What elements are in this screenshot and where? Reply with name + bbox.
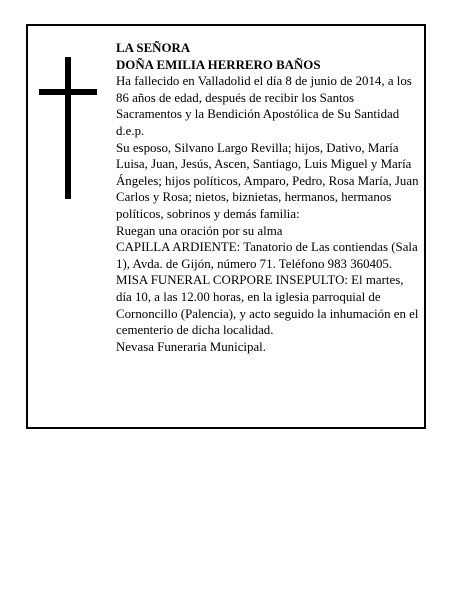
funeral-info: MISA FUNERAL CORPORE INSEPULTO: El martes, día 10, a las 12.00 horas, en la iglesia parroquial de Cornoncillo (Palencia), y acto seguido la inhumación en el cementerio de dicha localidad. <box>116 273 419 338</box>
cross-icon <box>39 57 97 199</box>
notice-text <box>116 40 422 355</box>
cross-vertical-bar <box>65 57 71 199</box>
funeral-home: Nevasa Funeraria Municipal. <box>116 339 266 354</box>
family-list: Su esposo, Silvano Largo Revilla; hijos, Dativo, María Luisa, Juan, Jesús, Ascen, Santiago, Luis Miguel y María Ángeles; hijos políticos, Amparo, Pedro, Rosa María, Juan Carlos y Rosa; nietos, biznietas, hermanos, hermanos políticos, sobrinos y demás familia: <box>116 140 419 221</box>
obituary-notice <box>26 24 426 429</box>
deceased-name: DOÑA EMILIA HERRERO BAÑOS <box>116 57 321 72</box>
death-announcement: Ha fallecido en Valladolid el día 8 de junio de 2014, a los 86 años de edad, después de recibir los Santos Sacramentos y la Bendición Apostólica de Su Santidad <box>116 74 412 122</box>
chapel-info: CAPILLA ARDIENTE: Tanatorio de Las contiendas (Sala 1), Avda. de Gijón, número 71. Teléfono 983 360405. <box>116 240 418 271</box>
prayer-request: Ruegan una oración por su alma <box>116 223 283 238</box>
dep-line: d.e.p. <box>116 123 145 138</box>
honorific: LA SEÑORA <box>116 41 191 55</box>
cross-horizontal-bar <box>39 89 97 95</box>
